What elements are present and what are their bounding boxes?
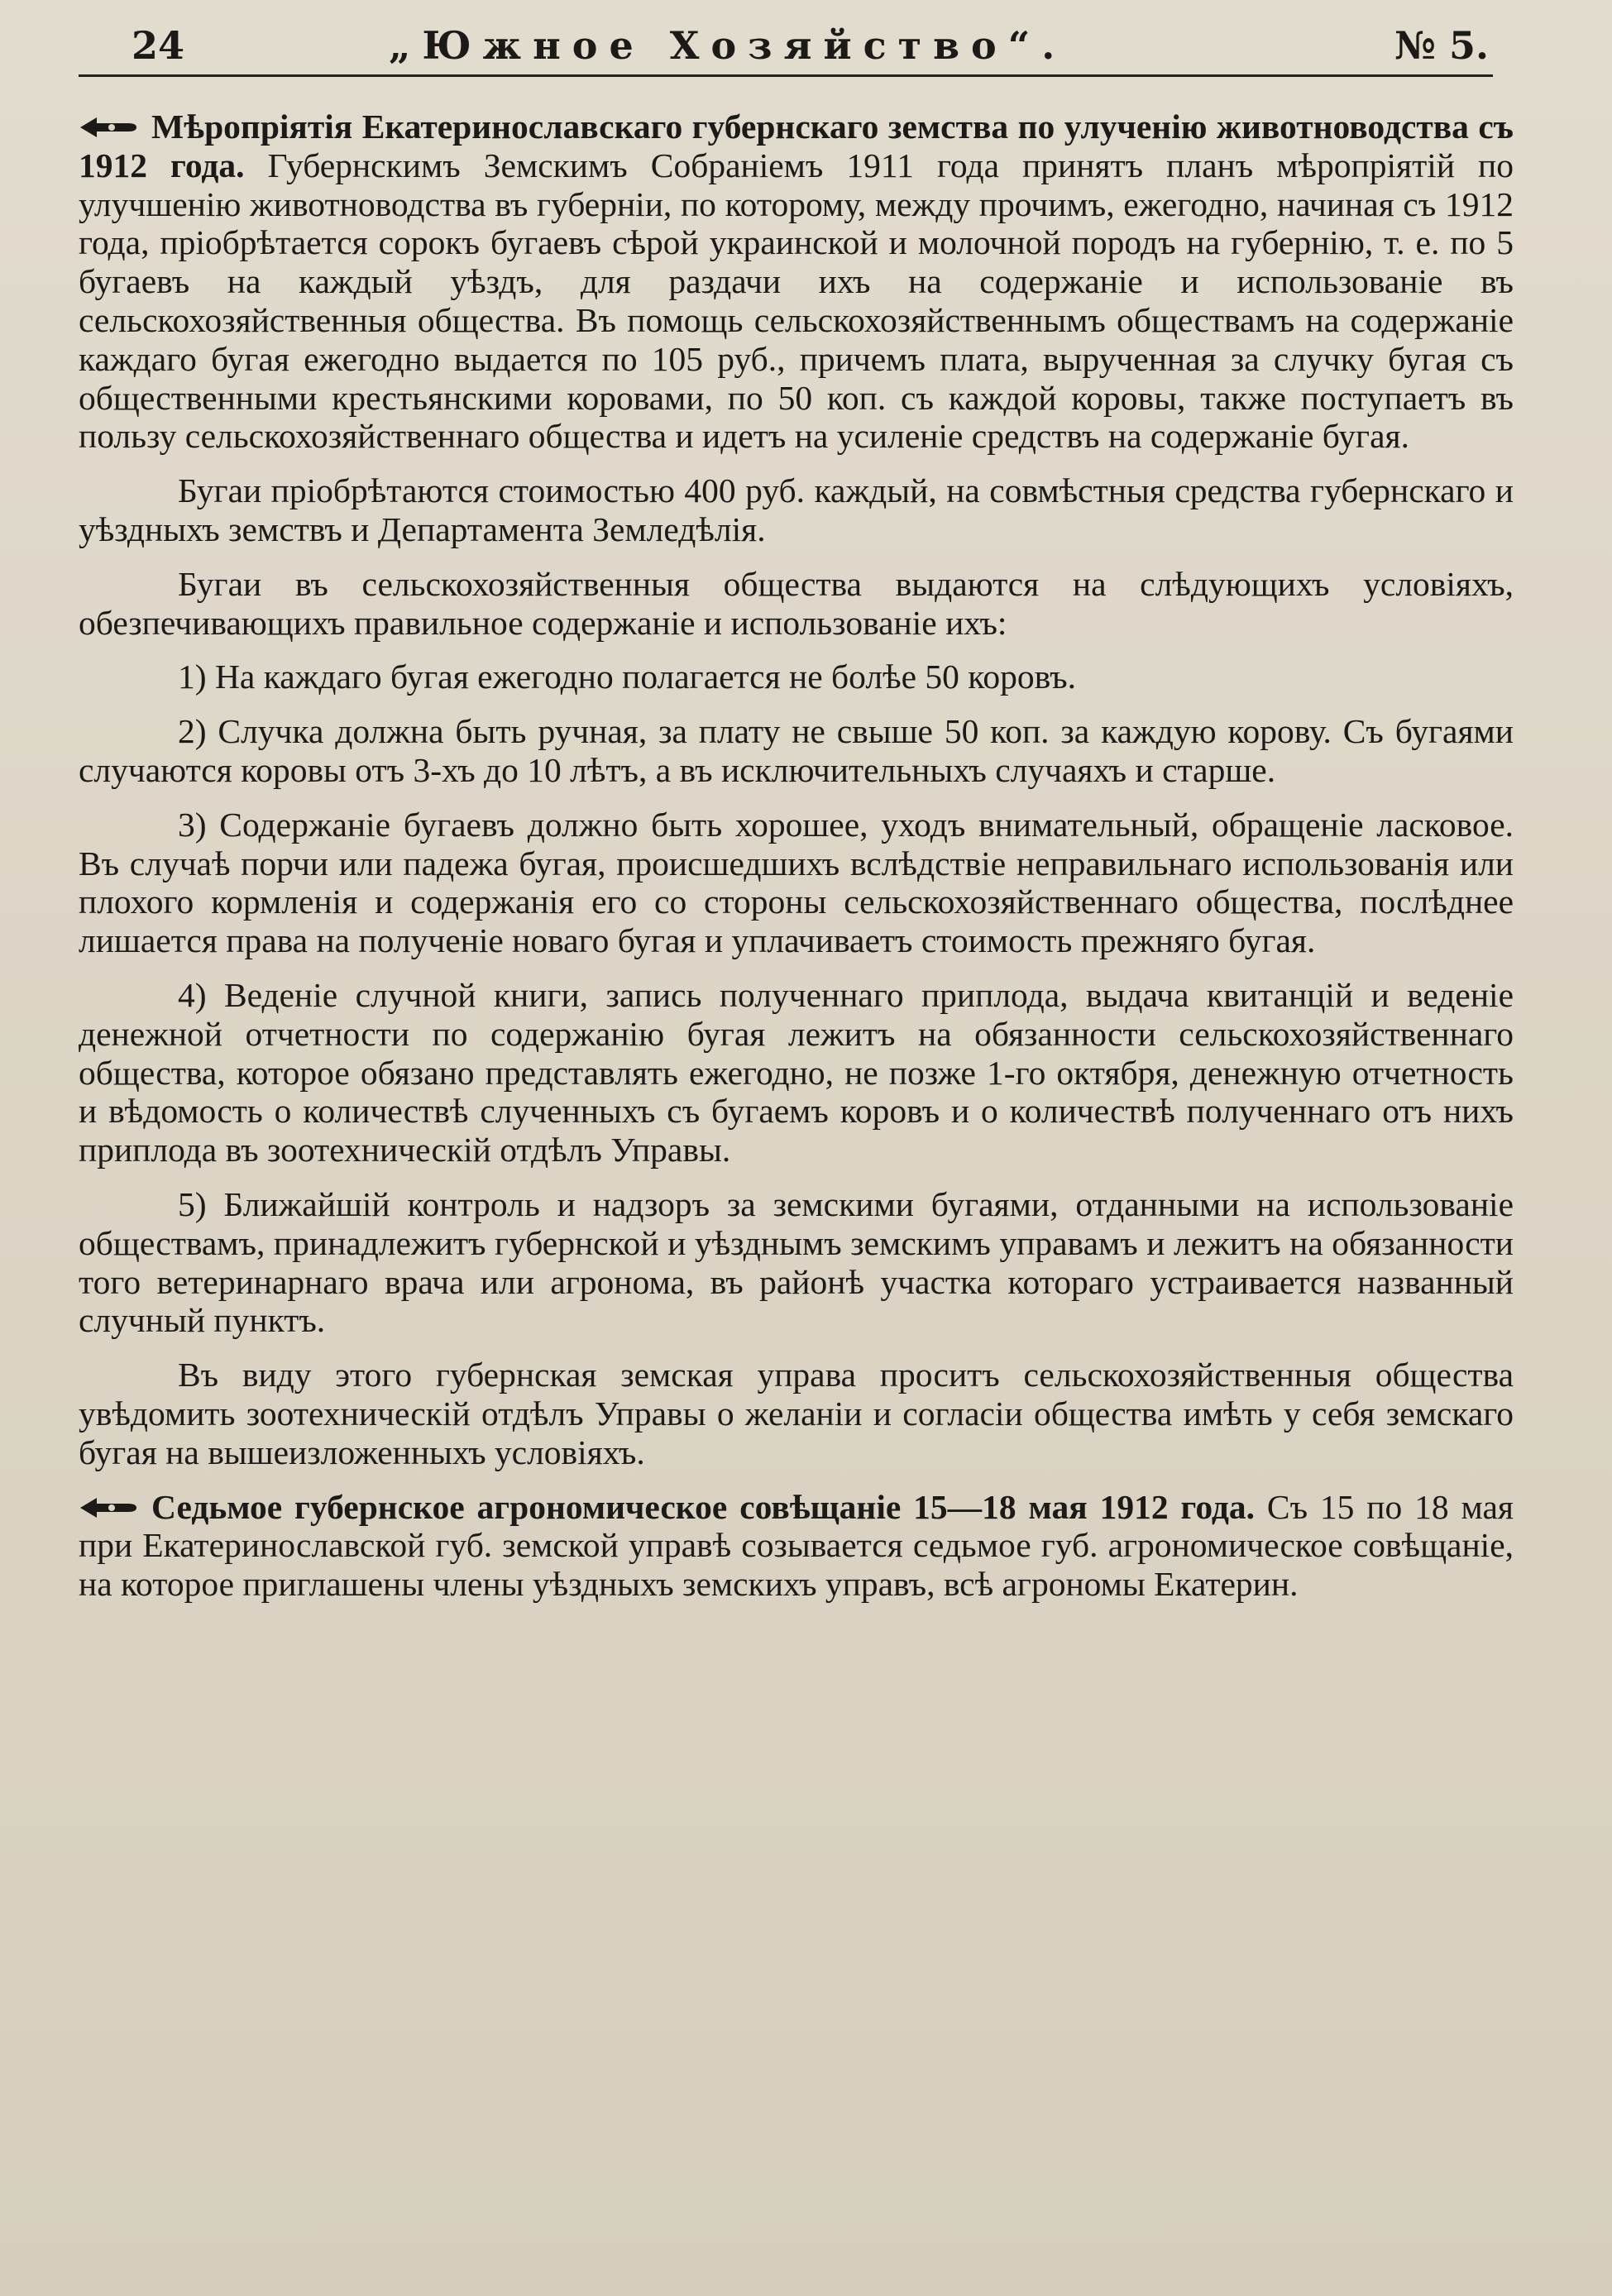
issue-number: № 5. (1394, 23, 1489, 68)
condition-item-3: 3) Содержаніе бугаевъ должно быть хорошее, уходъ внимательный, обращеніе ласковое. Въ случаѣ порчи или падежа бугая, происшедшихъ вслѣдствіе неправильнаго использованія или плохого кормленія и содержанія его со стороны сельскохозяйственнаго общества, послѣднее лишается права на полученіе новаго бугая и уплачиваетъ стоимость прежняго бугая. (79, 805, 1514, 960)
header-rule (79, 74, 1493, 77)
article-1-intro (79, 108, 1514, 456)
pointing-hand-icon (79, 115, 141, 140)
condition-item-2: 2) Случка должна быть ручная, за плату не свыше 50 коп. за каждую корову. Съ бугаями случаются коровы отъ 3-хъ до 10 лѣтъ, а въ исключительныхъ случаяхъ и старше. (79, 712, 1514, 789)
condition-item-4: 4) Веденіе случной книги, запись полученнаго приплода, выдача квитанцій и веденіе денежной отчетности по содержанію бугая лежитъ на обязанности сельскохозяйственнаго общества, которое обязано представлять ежегодно, не позже 1-го октября, денежную отчетность и вѣдомость о количествѣ слученныхъ съ бугаемъ коровъ и о количествѣ полученнаго отъ нихъ приплода въ зоотехническій отдѣлъ Управы. (79, 975, 1514, 1170)
article-2-text: Съ 15 по 18 мая при Екатеринославской губ. земской управѣ созывается седьмое губ. агрономическое совѣщаніе, на которое приглашены члены уѣздныхъ земскихъ управъ, всѣ агрономы Екатерин. (79, 1487, 1514, 1604)
article-1-intro-text: Губернскимъ Земскимъ Собраніемъ 1911 года принятъ планъ мѣропріятій по улучшенію животноводства въ губерніи, по которому, между прочимъ, ежегодно, начиная съ 1912 года, пріобрѣтается сорокъ бугаевъ сѣрой украинской и молочной породъ на губернію, т. е. по 5 бугаевъ на каждый уѣздъ, для раздачи ихъ на содержаніе и использованіе въ сельскохозяйственныя общества. Въ помощь сельскохозяйственнымъ обществамъ на содержаніе каждаго бугая ежегодно выдается по 105 руб., причемъ плата, вырученная за случку бугая съ общественными крестьянскими коровами, по 50 коп. съ каждой коровы, также поступаетъ въ пользу сельскохозяйственнаго общества и идетъ на усиленіе средствъ на содержаніе бугая. (79, 146, 1514, 456)
page-header (79, 23, 1489, 71)
condition-item-5: 5) Ближайшій контроль и надзоръ за земскими бугаями, отданными на использованіе обществамъ, принадлежитъ губернской и уѣзднымъ земскимъ управамъ и лежитъ на обязанности того ветеринарнаго врача или агронома, въ районѣ участка котораго устраивается названный случный пунктъ. (79, 1184, 1514, 1340)
condition-item-1: 1) На каждаго бугая ежегодно полагается не болѣе 50 коровъ. (178, 658, 1076, 696)
article-1-paragraph-3: Бугаи въ сельскохозяйственныя общества выдаются на слѣдующихъ условіяхъ, обезпечивающихъ правильное содержаніе и использованіе ихъ: (79, 564, 1514, 642)
pointing-hand-icon (79, 1495, 141, 1520)
article-1-paragraph-2: Бугаи пріобрѣтаются стоимостью 400 руб. каждый, на совмѣстныя средства губернскаго и уѣздныхъ земствъ и Департамента Земледѣлія. (79, 471, 1514, 548)
journal-title: „Южное Хозяйство“. (389, 23, 1067, 68)
article-2 (79, 1488, 1514, 1604)
page-number: 24 (132, 23, 185, 68)
article-1-closing: Въ виду этого губернская земская управа проситъ сельскохозяйственныя общества увѣдомить зоотехническій отдѣлъ Управы о желаніи и согласіи общества имѣть у себя земскаго бугая на вышеизложенныхъ условіяхъ. (79, 1356, 1514, 1471)
article-body (79, 108, 1514, 1619)
article-2-title: Седьмое губернское агрономическое совѣщаніе 15—18 мая 1912 года. (151, 1487, 1255, 1526)
article-1-title: Мѣропріятія Екатеринославскаго губернскаго земства по улученію животноводства съ 1912 года. (79, 108, 1514, 184)
